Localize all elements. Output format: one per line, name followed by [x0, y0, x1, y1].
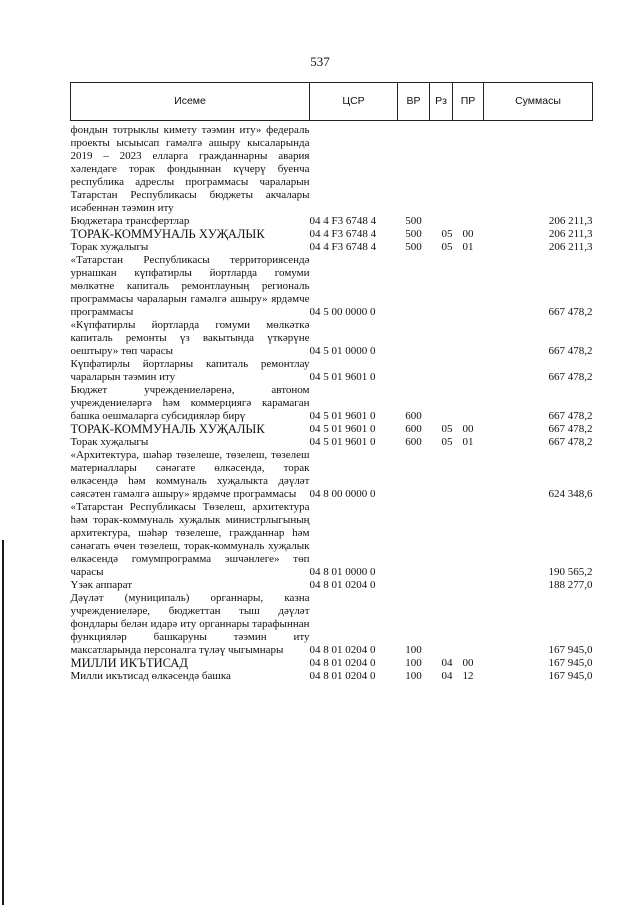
row-code: 04 4 F3 6748 4 [309, 215, 377, 227]
row-vr: 500 [405, 228, 422, 240]
column-header-code: ЦСР [310, 83, 398, 121]
row-name: Милли икътисад өлкәсендә башка [70, 670, 231, 682]
table-row [71, 319, 593, 358]
table-row [71, 423, 593, 436]
row-name: «Татарстан Республикасы Төзелеш, архитектура һәм торак-коммуналь хуҗалык министрлыгының архитектура, шәһәр төзелеше, гражданнар һәм сәнәгать өчен төзелеш, торак-коммуналь хуҗалык өлкәсендә гомумпрограмма эшчәнлеге» төп чарасы [70, 501, 310, 578]
budget-table [70, 82, 593, 683]
row-sum: 667 478,2 [548, 371, 593, 383]
row-vr: 500 [405, 215, 422, 227]
row-pr: 00 [462, 228, 474, 240]
page-number: 537 [310, 54, 330, 69]
row-code: 04 5 00 0000 0 [309, 306, 376, 318]
row-sum: 667 478,2 [548, 306, 593, 318]
table-header [71, 83, 593, 121]
row-pr [453, 319, 484, 358]
table-row [71, 436, 593, 449]
row-vr [398, 319, 430, 358]
row-rz: 05 [441, 241, 453, 253]
row-sum: 167 945,0 [548, 657, 593, 669]
table-row [71, 657, 593, 670]
row-code: 04 4 F3 6748 4 [309, 241, 377, 253]
column-header-sum: Суммасы [484, 83, 593, 121]
row-vr [398, 501, 430, 579]
row-pr [453, 121, 484, 216]
column-header-name: Исеме [71, 83, 310, 121]
table-row [71, 384, 593, 423]
row-name: Бюджет учреждениеләренә, автоном учреждениеләргә һәм коммерциягә карамаган башка оешмаларга субсидияләр бирү [70, 384, 310, 422]
row-sum: 167 945,0 [548, 644, 593, 656]
row-vr [398, 254, 430, 319]
table-row [71, 228, 593, 241]
row-sum: 206 211,3 [548, 215, 593, 227]
row-sum: 667 478,2 [548, 345, 593, 357]
row-rz [430, 254, 453, 319]
row-name: Күпфатирлы йортларны капиталь ремонтлау чараларын тәэмин иту [70, 358, 310, 383]
row-pr [453, 449, 484, 501]
row-rz [430, 592, 453, 657]
row-rz: 05 [441, 228, 453, 240]
row-sum: 667 478,2 [548, 436, 593, 448]
row-sum: 624 348,6 [548, 488, 593, 500]
row-vr [398, 121, 430, 216]
column-header-pr: ПР [453, 83, 484, 121]
row-vr: 600 [405, 423, 422, 435]
header-row [71, 83, 593, 121]
row-sum: 206 211,3 [548, 241, 593, 253]
column-header-vr: ВР [398, 83, 430, 121]
row-code: 04 8 00 0000 0 [309, 488, 376, 500]
row-pr: 00 [462, 657, 474, 669]
row-code: 04 5 01 9601 0 [309, 423, 376, 435]
row-code: 04 8 01 0204 0 [309, 579, 376, 591]
row-name: Үзәк аппарат [70, 579, 133, 591]
row-code: 04 8 01 0204 0 [309, 644, 376, 656]
row-vr [398, 358, 430, 384]
table-row [71, 358, 593, 384]
row-rz: 05 [441, 423, 453, 435]
row-rz: 04 [441, 657, 453, 669]
row-name: Бюджетара трансфертлар [70, 215, 190, 227]
row-name: фондын тотрыклы кимету тәэмин иту» федераль проекты ысыысап гамәлгә ашыру кысаларында 2019 – 2023 елларга гражданнарны авария хәлендәге торак фондыннан күчерү буенча республика адреслы программасы чараларын Татарстан Республикасы бюджеты акчалары исәбеннән тәэмин иту [70, 124, 310, 214]
column-header-rz: Рз [430, 83, 453, 121]
row-sum: 167 945,0 [548, 670, 593, 682]
row-rz: 04 [441, 670, 453, 682]
row-vr: 500 [405, 241, 422, 253]
row-rz [430, 449, 453, 501]
row-name: «Архитектура, шәһәр төзелеше, төзелеш, төзелеш материаллары сәнәгате өлкәсендә, торак өлкәсендә һәм коммуналь хуҗалыкта дәүләт сәясәтен гамәлгә ашыру» ярдәмче программасы [70, 449, 310, 500]
row-vr [398, 449, 430, 501]
row-pr: 12 [462, 670, 474, 682]
row-name: ТОРАК-КОММУНАЛЬ ХУҖАЛЫК [70, 422, 265, 436]
table-row [71, 579, 593, 592]
table-row [71, 592, 593, 657]
row-pr [453, 579, 484, 592]
row-rz [430, 215, 453, 228]
row-pr [453, 358, 484, 384]
row-code: 04 5 01 9601 0 [309, 410, 376, 422]
row-name: Дәүләт (муниципаль) органнары, казна учреждениеләре, бюджеттан тыш дәүләт фондлары белән идарә иту органнары тарафыннан функцияләр башкаруны тәэмин иту максатларында персоналга түләү чыгымнары [70, 592, 310, 656]
row-rz [430, 319, 453, 358]
row-pr: 01 [462, 436, 474, 448]
row-pr: 00 [462, 423, 474, 435]
row-sum: 667 478,2 [548, 410, 593, 422]
row-sum: 667 478,2 [548, 423, 593, 435]
row-code: 04 8 01 0204 0 [309, 670, 376, 682]
row-rz [430, 358, 453, 384]
row-code: 04 5 01 0000 0 [309, 345, 376, 357]
table-row [71, 501, 593, 579]
row-code: 04 5 01 9601 0 [309, 371, 376, 383]
row-vr: 100 [405, 644, 422, 656]
row-rz [430, 579, 453, 592]
row-name: Торак хуҗалыгы [70, 241, 149, 253]
row-pr [453, 254, 484, 319]
table-body [71, 121, 593, 684]
row-rz: 05 [441, 436, 453, 448]
row-code: 04 4 F3 6748 4 [309, 228, 377, 240]
row-name: «Күпфатирлы йортларда гомуми мөлкәткә капиталь ремонты үз вакытында үткәрүне оештыру» төп чарасы [70, 319, 310, 357]
page-edge-rule [2, 540, 4, 905]
row-vr: 100 [405, 670, 422, 682]
row-vr: 600 [405, 410, 422, 422]
row-sum [484, 121, 593, 216]
row-sum: 190 565,2 [548, 566, 593, 578]
table-row [71, 241, 593, 254]
row-sum: 206 211,3 [548, 228, 593, 240]
row-name: «Татарстан Республикасы территориясендә урнашкан күпфатирлы йортларда гомуми мөлкәтне капиталь ремонтлауның региональ программасы чараларын гамәлгә ашыру» ярдәмче программасы [70, 254, 310, 318]
row-vr: 600 [405, 436, 422, 448]
table-row [71, 449, 593, 501]
row-pr [453, 501, 484, 579]
row-sum: 188 277,0 [548, 579, 593, 591]
row-rz [430, 384, 453, 423]
row-pr [453, 215, 484, 228]
row-pr [453, 384, 484, 423]
row-rz [430, 501, 453, 579]
row-code: 04 8 01 0000 0 [309, 566, 376, 578]
row-name: Торак хуҗалыгы [70, 436, 149, 448]
row-code: 04 5 01 9601 0 [309, 436, 376, 448]
row-rz [430, 121, 453, 216]
row-code [310, 121, 398, 216]
table-row [71, 254, 593, 319]
table-row [71, 121, 593, 216]
table-row [71, 670, 593, 683]
row-pr: 01 [462, 241, 474, 253]
row-vr: 100 [405, 657, 422, 669]
row-name: МИЛЛИ ИКЪТИСАД [70, 656, 188, 670]
row-vr [398, 579, 430, 592]
row-code: 04 8 01 0204 0 [309, 657, 376, 669]
row-name: ТОРАК-КОММУНАЛЬ ХУҖАЛЫК [70, 227, 265, 241]
row-pr [453, 592, 484, 657]
